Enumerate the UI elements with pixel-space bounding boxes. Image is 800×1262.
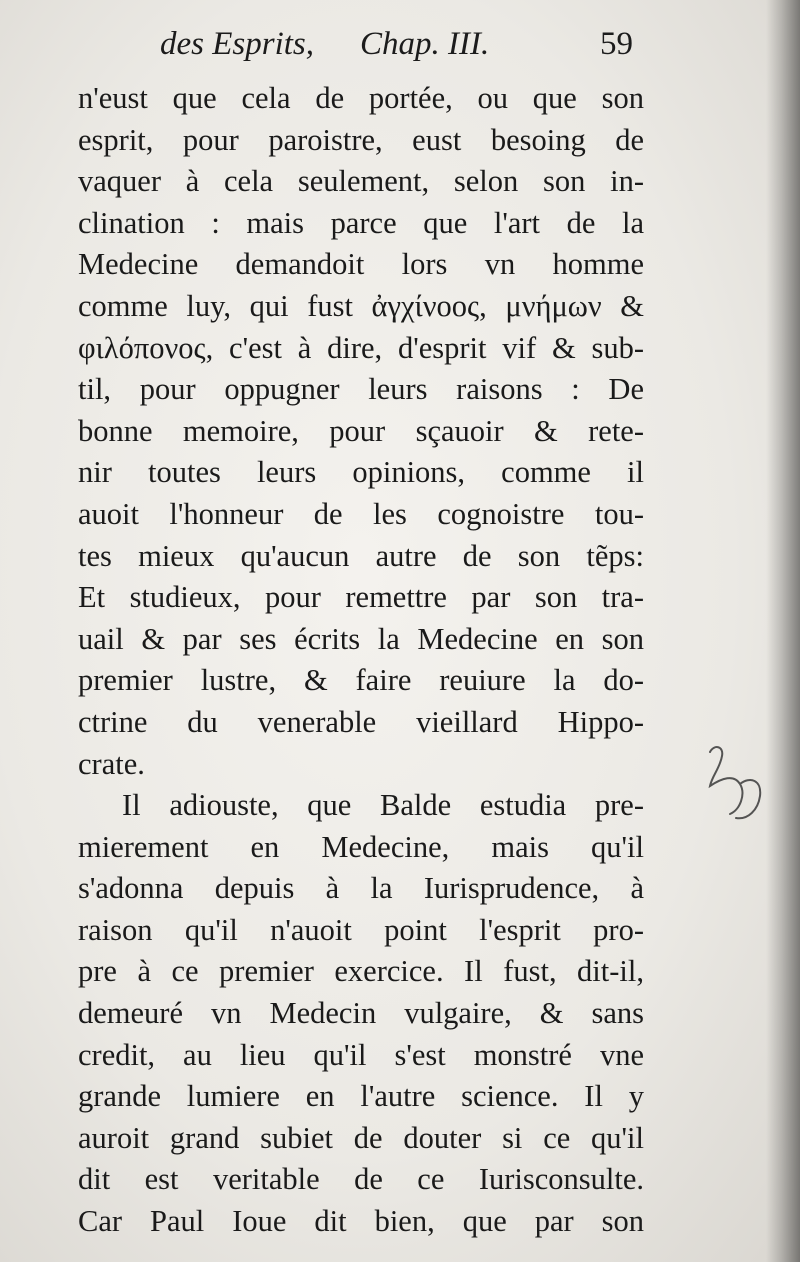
page-gutter-shadow	[766, 0, 800, 1262]
text-line: premier lustre, & faire reuiure la do-	[78, 663, 644, 698]
text-line: s'adonna depuis à la Iurisprudence, à	[78, 871, 644, 906]
text-line: Il adiouste, que Balde estudia pre-	[122, 788, 644, 823]
page-number: 59	[600, 26, 633, 62]
text-line: comme luy, qui fust ἀγχίνοος, μνήμων &	[78, 288, 644, 323]
text-line: n'eust que cela de portée, ou que son	[78, 81, 644, 115]
text-line: ctrine du venerable vieillard Hippo-	[78, 704, 644, 739]
text-line: til, pour oppugner leurs raisons : De	[78, 372, 644, 407]
text-line: clination : mais parce que l'art de la	[78, 205, 644, 240]
running-header	[160, 26, 660, 76]
text-line: φιλόπονος, c'est à dire, d'esprit vif & sub-	[78, 330, 644, 365]
text-line: credit, au lieu qu'il s'est monstré vne	[78, 1037, 644, 1072]
text-line: pre à ce premier exercice. Il fust, dit-il,	[78, 954, 644, 989]
text-line: auoit l'honneur de les cognoistre tou-	[78, 496, 644, 531]
text-line: uail & par ses écrits la Medecine en son	[78, 621, 644, 656]
text-line: raison qu'il n'auoit point l'esprit pro-	[78, 912, 644, 947]
body-text	[78, 78, 644, 1243]
text-line: crate.	[78, 746, 145, 781]
text-line: demeuré vn Medecin vulgaire, & sans	[78, 996, 644, 1031]
text-line: Et studieux, pour remettre par son tra-	[78, 580, 644, 615]
text-line: dit est veritable de ce Iurisconsulte.	[78, 1162, 644, 1197]
text-line: esprit, pour paroistre, eust besoing de	[78, 122, 644, 157]
text-line: Medecine demandoit lors vn homme	[78, 247, 644, 282]
text-line: grande lumiere en l'autre science. Il y	[78, 1079, 644, 1114]
chapter-label: Chap. III.	[360, 26, 490, 62]
text-line: nir toutes leurs opinions, comme il	[78, 455, 644, 490]
text-line: mierement en Medecine, mais qu'il	[78, 829, 644, 864]
text-line: auroit grand subiet de douter si ce qu'il	[78, 1120, 644, 1155]
text-line: vaquer à cela seulement, selon son in-	[78, 164, 644, 199]
running-title: des Esprits,	[160, 26, 315, 62]
handwritten-margin-mark	[700, 740, 770, 830]
text-line: bonne memoire, pour sçauoir & rete-	[78, 413, 644, 448]
text-line: tes mieux qu'aucun autre de son tẽps:	[78, 538, 644, 573]
text-line: Car Paul Ioue dit bien, que par son	[78, 1204, 644, 1239]
